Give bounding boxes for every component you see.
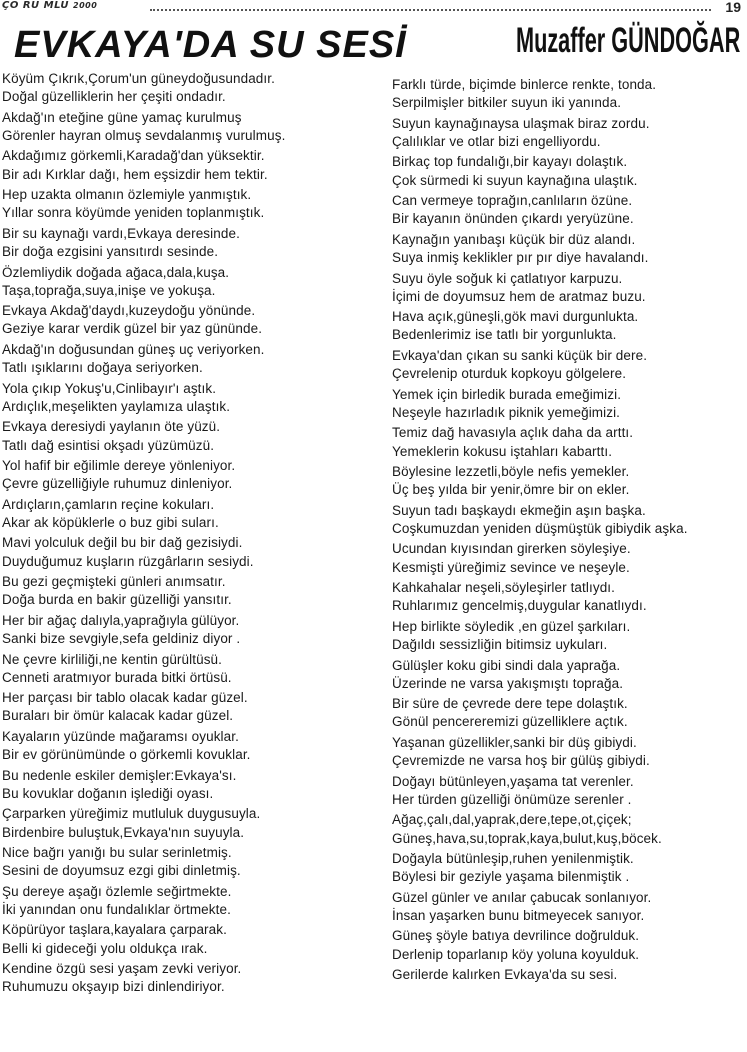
poem-line: Çalılıklar ve otlar bizi engelliyordu. xyxy=(392,133,601,149)
stanza xyxy=(2,921,372,957)
poem-line: Yaşanan güzellikler,sanki bir düş gibiydi. xyxy=(392,734,637,750)
poem-line: Sesini de doyumsuz ezgi gibi dinletmiş. xyxy=(2,863,241,879)
poem-line: Her bir ağaç dalıyla,yaprağıyla gülüyor. xyxy=(2,612,240,628)
poem-line: Bir su kaynağı vardı,Evkaya deresinde. xyxy=(2,225,240,241)
poem-line: Çevre güzelliğiyle ruhumuz dinleniyor. xyxy=(2,476,233,492)
stanza xyxy=(2,302,372,338)
poem-line: Evkaya Akdağ'daydı,kuzeydoğu yönünde. xyxy=(2,303,256,319)
poem-line: İnsan yaşarken bunu bitmeyecek sanıyor. xyxy=(392,907,645,923)
stanza xyxy=(2,496,372,532)
stanza xyxy=(2,70,372,106)
poem-line: Çok sürmedi ki suyun kaynağına ulaştık. xyxy=(392,172,638,188)
stanza xyxy=(2,844,372,880)
poem-line: Ruhlarımız gencelmiş,duygular kanatlıydı. xyxy=(392,598,647,614)
poem-line: Duyduğumuz kuşların rüzgârların sesiydi. xyxy=(2,553,254,569)
poem-line: Taşa,toprağa,suya,inişe ve yokuşa. xyxy=(2,282,216,298)
poem-line: Suyun kaynağınaysa ulaşmak biraz zordu. xyxy=(392,115,650,131)
poem-line: Ne çevre kirliliği,ne kentin gürültüsü. xyxy=(2,651,222,667)
stanza xyxy=(392,657,744,693)
stanza xyxy=(392,76,744,112)
stanza xyxy=(2,225,372,261)
stanza xyxy=(392,153,744,189)
stanza xyxy=(392,231,744,267)
poem-line: Akdağımız görkemli,Karadağ'dan yüksektir. xyxy=(2,148,265,164)
poem-line: Akar ak köpüklerle o buz gibi suları. xyxy=(2,514,219,530)
poem-line: Nice bağrı yanığı bu sular serinletmiş. xyxy=(2,845,232,861)
poem-line: Gönül pencereremizi güzelliklere açtık. xyxy=(392,714,628,730)
stanza xyxy=(2,186,372,222)
stanza xyxy=(392,966,744,984)
stanza xyxy=(392,773,744,809)
stanza xyxy=(2,689,372,725)
stanza xyxy=(2,883,372,919)
poem-line: Can vermeye toprağın,canlıların özüne. xyxy=(392,193,633,209)
stanza xyxy=(2,418,372,454)
poem-column-right xyxy=(392,76,744,987)
poem-line: Kayaların yüzünde mağaramsı oyuklar. xyxy=(2,728,239,744)
poem-line: Suyu öyle soğuk ki çatlatıyor karpuzu. xyxy=(392,270,623,286)
poem-line: Her türden güzelliği önümüze serenler . xyxy=(392,791,632,807)
poem-line: Yola çıkıp Yokuş'u,Cinlibayır'ı aştık. xyxy=(2,380,217,396)
page-number: 19 xyxy=(725,0,741,15)
poem-line: Serpilmişler bitkiler suyun iki yanında. xyxy=(392,95,622,111)
stanza xyxy=(392,463,744,499)
poem-line: Derlenip toparlanıp köy yoluna koyulduk. xyxy=(392,946,640,962)
poem-line: Doğa burda en bakir güzelliği yansıtır. xyxy=(2,592,232,608)
poem-line: Bir adı Kırklar dağı, hem eşsizdir hem tektir. xyxy=(2,166,268,182)
poem-line: Tatlı ışıklarını doğaya seriyorken. xyxy=(2,360,203,376)
poem-line: Bir ev görünümünde o görkemli kovuklar. xyxy=(2,747,251,763)
poem-line: Buraları bir ömür kalacak kadar güzel. xyxy=(2,708,234,724)
poem-line: Çevremizde ne varsa hoş bir gülüş gibiydi. xyxy=(392,753,650,769)
poem-line: Evkaya'dan çıkan su sanki küçük bir dere. xyxy=(392,347,648,363)
poem-line: Köpürüyor taşlara,kayalara çarparak. xyxy=(2,922,227,938)
stanza xyxy=(2,612,372,648)
poem-line: Belli ki gideceği yolu oldukça ırak. xyxy=(2,940,208,956)
stanza xyxy=(392,192,744,228)
poem-line: Bir doğa ezgisini yansıtırdı sesinde. xyxy=(2,244,219,260)
stanza xyxy=(2,147,372,183)
poem-line: Çevrelenip oturduk kopkoyu gölgelere. xyxy=(392,366,627,382)
poem-column-left xyxy=(2,70,372,999)
poem-line: Gülüşler koku gibi sindi dala yaprağa. xyxy=(392,657,621,673)
poem-line: Coşkumuzdan yeniden düşmüştük gibiydik aşka. xyxy=(392,520,688,536)
poem-line: Doğayı bütünleyen,yaşama tat verenler. xyxy=(392,773,634,789)
poem-line: Hep uzakta olmanın özlemiyle yanmıştık. xyxy=(2,187,252,203)
poem-line: Doğal güzelliklerin her çeşiti ondadır. xyxy=(2,89,226,105)
stanza xyxy=(2,457,372,493)
masthead-year: 2000 xyxy=(73,1,98,10)
stanza xyxy=(2,651,372,687)
poem-line: Köyüm Çıkrık,Çorum'un güneydoğusundadır. xyxy=(2,71,275,86)
stanza xyxy=(392,579,744,615)
poem-line: Akdağ'ın doğusundan güneş uç veriyorken. xyxy=(2,341,265,357)
stanza xyxy=(392,115,744,151)
poem-line: Bedenlerimiz ise tatlı bir yorgunlukta. xyxy=(392,327,617,343)
poem-line: Ardıçların,çamların reçine kokuları. xyxy=(2,496,215,512)
poem-line: Akdağ'ın eteğine güne yamaç kurulmuş xyxy=(2,109,242,125)
poem-line: Hava açık,güneşli,gök mavi durgunlukta. xyxy=(392,309,639,325)
header-dotted-rule xyxy=(150,9,711,11)
poem-line: Mavi yolculuk değil bu bir dağ gezisiydi. xyxy=(2,535,243,551)
stanza xyxy=(392,927,744,963)
masthead xyxy=(2,0,97,11)
poem-line: Şu dereye aşağı özlemle seğirtmekte. xyxy=(2,883,232,899)
poem-line: Yol hafif bir eğilimle dereye yönleniyor. xyxy=(2,458,236,474)
stanza xyxy=(392,502,744,538)
poem-line: Ucundan kıyısından girerken söyleşiye. xyxy=(392,541,631,557)
poem-line: Tatlı dağ esintisi okşadı yüzümüzü. xyxy=(2,437,215,453)
stanza xyxy=(392,424,744,460)
stanza xyxy=(2,767,372,803)
poem-line: Güneş,hava,su,toprak,kaya,bulut,kuş,böcek. xyxy=(392,830,662,846)
stanza xyxy=(2,109,372,145)
poem-line: Sanki bize sevgiyle,sefa geldiniz diyor . xyxy=(2,631,241,647)
poem-line: Üç beş yılda bir yenir,ömre bir on ekler. xyxy=(392,482,630,498)
poem-line: Bu gezi geçmişteki günleri anımsatır. xyxy=(2,574,226,590)
stanza xyxy=(392,308,744,344)
poem-line: Her parçası bir tablo olacak kadar güzel. xyxy=(2,690,248,706)
stanza xyxy=(2,728,372,764)
stanza xyxy=(2,341,372,377)
poem-line: Gerilerde kalırken Evkaya'da su sesi. xyxy=(392,967,618,983)
page-header xyxy=(0,0,747,16)
poem-line: Ağaç,çalı,dal,yaprak,dere,tepe,ot,çiçek; xyxy=(392,812,632,828)
poem-line: Suya inmiş keklikler pır pır diye havalandı. xyxy=(392,250,649,266)
poem-line: Görenler hayran olmuş sevdalanmış vurulmuş. xyxy=(2,127,286,143)
poem-line: Güzel günler ve anılar çabucak sonlanıyor. xyxy=(392,889,652,905)
poem-line: Ruhumuzu okşayıp bizi dinlendiriyor. xyxy=(2,979,225,995)
poem-line: Geziye karar verdik güzel bir yaz gününde. xyxy=(2,321,263,337)
stanza xyxy=(392,386,744,422)
stanza xyxy=(392,850,744,886)
poem-line: Doğayla bütünleşip,ruhen yenilenmiştik. xyxy=(392,851,634,867)
poem-line: Kesmişti yüreğimiz sevince ve neşeyle. xyxy=(392,559,630,575)
stanza xyxy=(2,380,372,416)
poem-line: Bir süre de çevrede dere tepe dolaştık. xyxy=(392,696,628,712)
stanza xyxy=(392,734,744,770)
poem-line: Temiz dağ havasıyla açlık daha da arttı. xyxy=(392,425,634,441)
stanza xyxy=(2,264,372,300)
poem-line: Yemeklerin kokusu iştahları kabarttı. xyxy=(392,443,613,459)
stanza xyxy=(392,889,744,925)
poem-line: Suyun tadı başkaydı ekmeğin aşın başka. xyxy=(392,502,646,518)
poem-line: Böylesi bir geziyle yaşama bilenmiştik . xyxy=(392,869,630,885)
stanza xyxy=(392,540,744,576)
poem-title: EVKAYA'DA SU SESİ xyxy=(14,24,407,66)
poem-line: İki yanından onu fundalıklar örtmekte. xyxy=(2,901,231,917)
poem-line: Yemek için birledik burada emeğimizi. xyxy=(392,386,622,402)
poem-line: Yıllar sonra köyümde yeniden toplanmıştık. xyxy=(2,205,265,221)
poem-line: Kendine özgü sesi yaşam zevki veriyor. xyxy=(2,961,242,977)
poem-line: Kahkahalar neşeli,söyleşirler tatlıydı. xyxy=(392,580,616,596)
poem-line: Kaynağın yanıbaşı küçük bir düz alandı. xyxy=(392,231,636,247)
poem-line: Bu kovuklar doğanın işlediği oyası. xyxy=(2,785,214,801)
stanza xyxy=(2,573,372,609)
poem-line: Dağıldı sessizliğin bitimsiz uykuları. xyxy=(392,637,608,653)
poem-line: Özlemliydik doğada ağaca,dala,kuşa. xyxy=(2,264,230,280)
poem-line: Birdenbire buluştuk,Evkaya'nın suyuyla. xyxy=(2,824,245,840)
stanza xyxy=(392,811,744,847)
author-name: Muzaffer GÜNDOĞAR xyxy=(516,21,741,60)
poem-line: Cenneti aratmıyor burada bitki örtüsü. xyxy=(2,669,232,685)
stanza xyxy=(392,347,744,383)
poem-line: Üzerinde ne varsa yakışmıştı toprağa. xyxy=(392,675,624,691)
poem-line: Bu nedenle eskiler demişler:Evkaya'sı. xyxy=(2,767,237,783)
poem-line: Güneş şöyle batıya devrilince doğrulduk. xyxy=(392,928,640,944)
stanza xyxy=(392,618,744,654)
stanza xyxy=(2,534,372,570)
poem-line: Bir kayanın önünden çıkardı yeryüzüne. xyxy=(392,211,634,227)
stanza xyxy=(2,960,372,996)
stanza xyxy=(2,805,372,841)
poem-line: Farklı türde, biçimde binlerce renkte, tonda. xyxy=(392,77,657,92)
poem-line: Böylesine lezzetli,böyle nefis yemekler. xyxy=(392,464,630,480)
poem-line: Ardıçlık,meşelikten yaylamıza ulaştık. xyxy=(2,398,231,414)
masthead-title: ÇO RU MLU xyxy=(2,0,70,11)
poem-line: Hep birlikte söyledik ,en güzel şarkıları. xyxy=(392,618,631,634)
poem-line: İçimi de doyumsuz hem de aratmaz buzu. xyxy=(392,288,646,304)
poem-line: Birkaç top fundalığı,bir kayayı dolaştık. xyxy=(392,154,628,170)
poem-line: Evkaya deresiydi yaylanın öte yüzü. xyxy=(2,419,221,435)
stanza xyxy=(392,695,744,731)
stanza xyxy=(392,270,744,306)
poem-line: Neşeyle hazırladık piknik yemeğimizi. xyxy=(392,404,621,420)
poem-line: Çarparken yüreğimiz mutluluk duygusuyla. xyxy=(2,806,261,822)
